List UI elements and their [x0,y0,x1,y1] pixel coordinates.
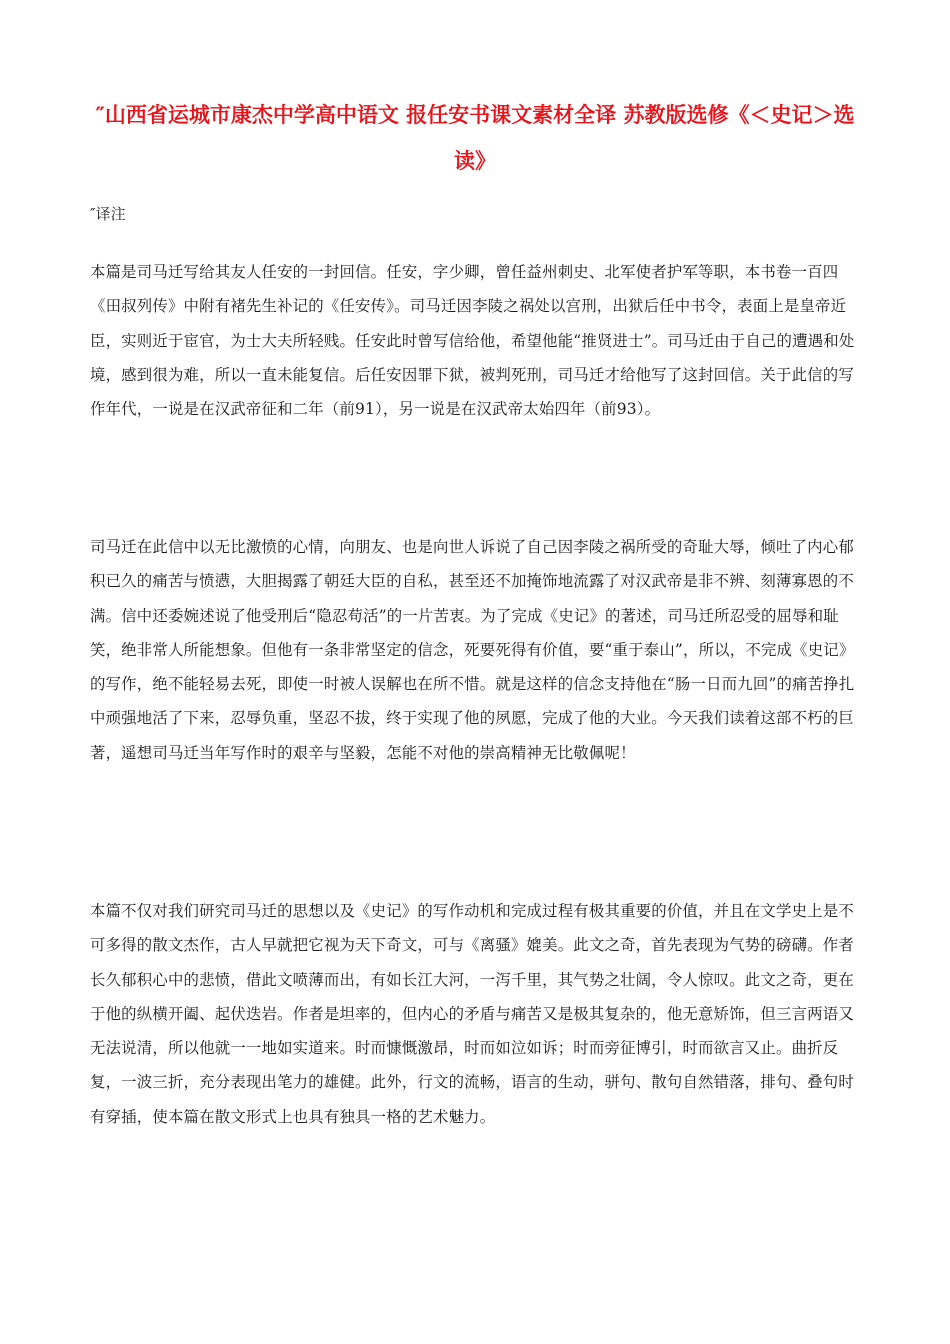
paragraph-2: 司马迁在此信中以无比激愤的心情，向朋友、也是向世人诉说了自己因李陵之祸所受的奇耻大辱，倾吐了内心郁积已久的痛苦与愤懑，大胆揭露了朝廷大臣的自私，甚至还不加掩饰地流露了对汉武帝是非不辨、刻薄寡恩的不满。信中还委婉述说了他受刑后“隐忍苟活”的一片苦衷。为了完成《史记》的著述，司马迁所忍受的屈辱和耻笑，绝非常人所能想象。但他有一条非常坚定的信念，死要死得有价值，要“重于泰山”，所以，不完成《史记》的写作，绝不能轻易去死，即使一时被人误解也在所不惜。就是这样的信念支持他在“肠一日而九回”的痛苦挣扎中顽强地活了下来，忍辱负重，坚忍不拔，终于实现了他的夙愿，完成了他的大业。今天我们读着这部不朽的巨著，遥想司马迁当年写作时的艰辛与坚毅，怎能不对他的崇高精神无比敬佩呢！ [90,538,855,762]
paragraph-3: 本篇不仅对我们研究司马迁的思想以及《史记》的写作动机和完成过程有极其重要的价值，并且在文学史上是不可多得的散文杰作，古人早就把它视为天下奇文，可与《离骚》媲美。此文之奇，首先表现为气势的磅礴。作者长久郁积心中的悲愤，借此文喷薄而出，有如长江大河，一泻千里，其气势之壮阔，令人惊叹。此文之奇，更在于他的纵横开阖、起伏迭岩。作者是坦率的，但内心的矛盾与痛苦又是极其复杂的，他无意矫饰，但三言两语又无法说清，所以他就一一地如实道来。时而慷慨激昂，时而如泣如诉；时而旁征博引，时而欲言又止。曲折反复，一波三折，充分表现出笔力的雄健。此外，行文的流畅，语言的生动，骈句、散句自然错落，排句、叠句时有穿插，使本篇在散文形式上也具有独具一格的艺术魅力。 [90,902,854,1126]
paragraph-1: 本篇是司马迁写给其友人任安的一封回信。任安，字少卿，曾任益州刺史、北军使者护军等职，本书卷一百四《田叔列传》中附有褚先生补记的《任安传》。司马迁因李陵之祸处以宫刑，出狱后任中书令，表面上是皇帝近臣，实则近于宦官，为士大夫所轻贱。任安此时曾写信给他，希望他能“推贤进士”。司马迁由于自己的遭遇和处境，感到很为难，所以一直未能复信。后任安因罪下狱，被判死刑，司马迁才给他写了这封回信。关于此信的写作年代，一说是在汉武帝征和二年（前91），另一说是在汉武帝太始四年（前93）。 [90,263,855,419]
document-title: ″山西省运城市康杰中学高中语文 报任安书课文素材全译 苏教版选修《＜史记＞选读》 [95,103,855,173]
section-heading: ″译注 [90,205,126,223]
